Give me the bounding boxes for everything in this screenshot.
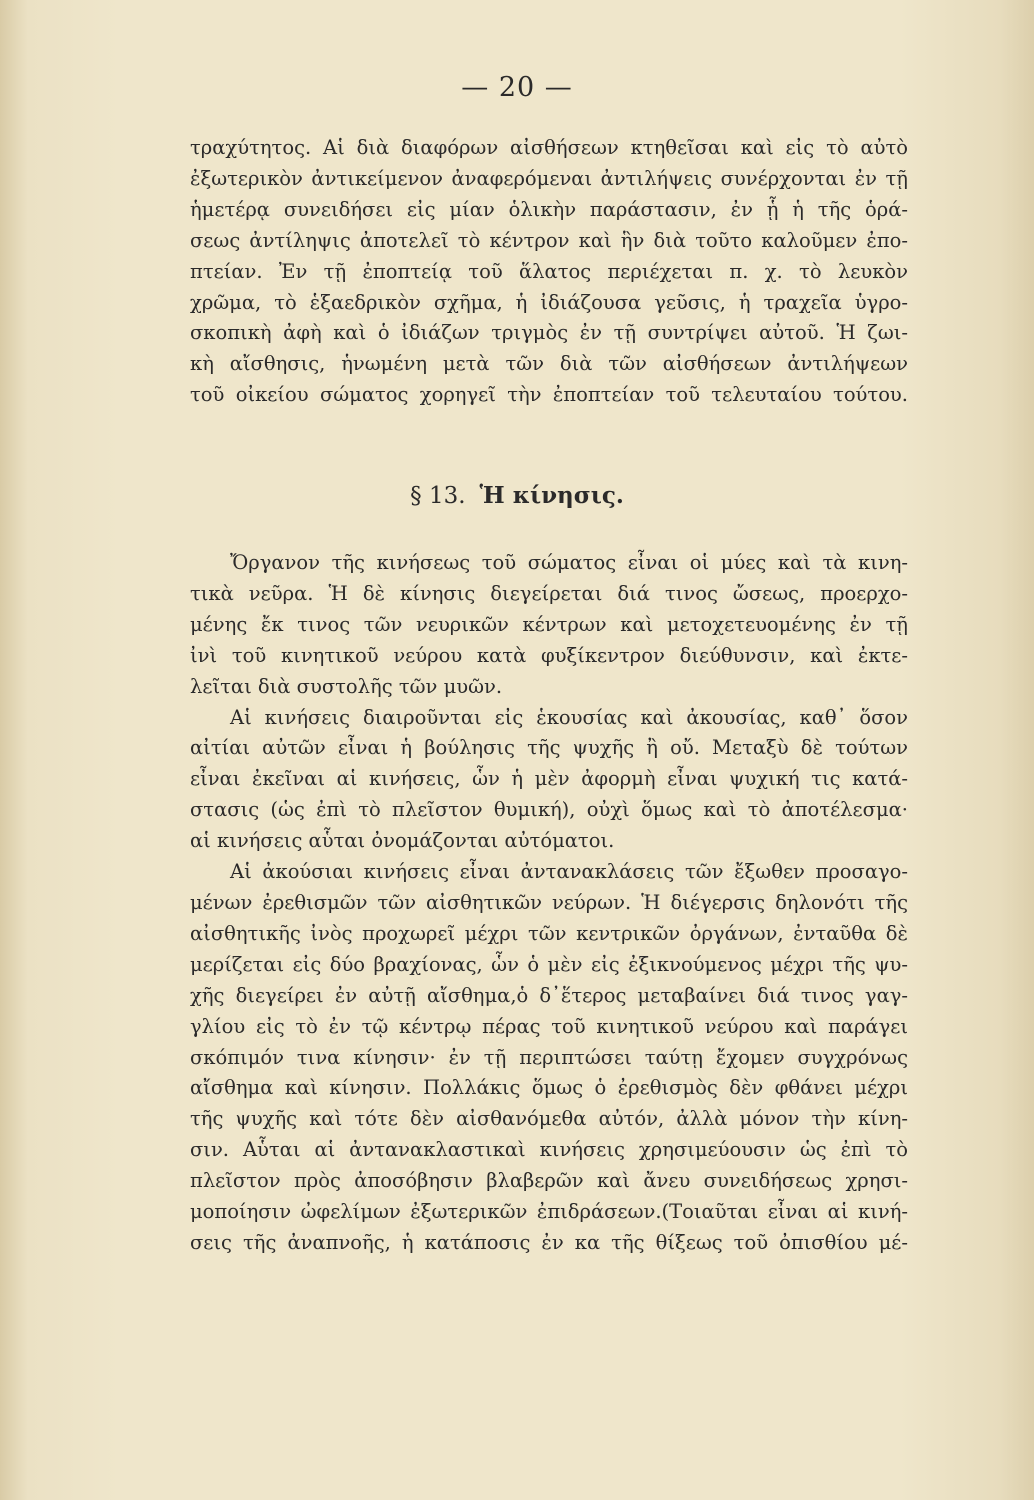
text-line: ἰνὶ τοῦ κινητικοῦ νεύρου κατὰ φυξίκεντρον διεύθυνσιν, καὶ ἐκτε- (190, 643, 908, 667)
text-line: αἰσθητικῆς ἰνὸς προχωρεῖ μέχρι τῶν κεντρικῶν ὀργάνων, ἐνταῦθα δὲ (190, 921, 908, 945)
text-line: σιν. Αὗται αἱ ἀντανακλαστικαὶ κινήσεις χρησιμεύουσιν ὡς ἐπὶ τὸ (190, 1138, 908, 1162)
text-line: ἐξωτερικὸν ἀντικείμενον ἀναφερόμεναι ἀντιλήψεις συνέρχονται ἐν τῇ (190, 166, 908, 190)
text-line: σκοπικὴ ἀφὴ καὶ ὁ ἰδιάζων τριγμὸς ἐν τῇ συντρίψει αὐτοῦ. Ἡ ζωι- (190, 321, 908, 345)
text-line: μένων ἐρεθισμῶν τῶν αἰσθητικῶν νεύρων. Ἡ διέγερσις δηλονότι τῆς (190, 890, 908, 914)
text-line: εἶναι ἐκεῖναι αἱ κινήσεις, ὧν ἡ μὲν ἀφορμὴ εἶναι ψυχική τις κατά- (190, 767, 908, 791)
text-line: αἰτίαι αὐτῶν εἶναι ἡ βούλησις τῆς ψυχῆς ἢ οὔ. Μεταξὺ δὲ τούτων (190, 736, 908, 760)
text-line: σκόπιμόν τινα κίνησιν· ἐν τῇ περιπτώσει ταύτῃ ἔχομεν συγχρόνως (190, 1045, 908, 1069)
text-line: σεως ἀντίληψις ἀποτελεῖ τὸ κέντρον καὶ ἣν διὰ τοῦτο καλοῦμεν ἐπο- (190, 228, 908, 252)
paragraph-2 (190, 548, 908, 1259)
text-line: τραχύτητος. Αἱ διὰ διαφόρων αἰσθήσεων κτηθεῖσαι καὶ εἰς τὸ αὐτὸ (190, 136, 908, 159)
text-line: πτείαν. Ἐν τῇ ἐποπτείᾳ τοῦ ἅλατος περιέχεται π. χ. τὸ λευκὸν (190, 259, 908, 283)
text-line: τικὰ νεῦρα. Ἡ δὲ κίνησις διεγείρεται διά τινος ὤσεως, προερχο- (190, 581, 908, 605)
section-number: § 13. (410, 483, 466, 509)
page-number: — 20 — (461, 72, 573, 103)
text-line: πλεῖστον πρὸς ἀποσόβησιν βλαβερῶν καὶ ἄνευ συνειδήσεως χρησι- (190, 1169, 908, 1193)
section-heading (0, 482, 1034, 509)
text-line: αἱ κινήσεις αὗται ὀνομάζονται αὐτόματοι. (190, 829, 615, 853)
paragraph-1 (190, 133, 908, 411)
text-line: μοποίησιν ὠφελίμων ἐξωτερικῶν ἐπιδράσεων.(Τοιαῦται εἶναι αἱ κινή- (190, 1200, 908, 1224)
text-line: αἴσθημα καὶ κίνησιν. Πολλάκις ὅμως ὁ ἐρεθισμὸς δὲν φθάνει μέχρι (190, 1076, 908, 1100)
text-line: Αἱ κινήσεις διαιροῦνται εἰς ἑκουσίας καὶ ἀκουσίας, καθ᾽ ὅσον (230, 705, 908, 729)
text-line: κὴ αἴσθησις, ἡνωμένη μετὰ τῶν διὰ τῶν αἰσθήσεων ἀντιλήψεων (190, 352, 908, 376)
text-line: χρῶμα, τὸ ἑξαεδρικὸν σχῆμα, ἡ ἰδιάζουσα γεῦσις, ἡ τραχεῖα ὑγρο- (190, 290, 908, 314)
text-line: χῆς διεγείρει ἐν αὐτῇ αἴσθημα,ὁ δ᾽ἕτερος μεταβαίνει διά τινος γαγ- (190, 983, 908, 1007)
text-line: Ὄργανον τῆς κινήσεως τοῦ σώματος εἶναι οἱ μύες καὶ τὰ κινη- (230, 551, 908, 574)
text-line: τῆς ψυχῆς καὶ τότε δὲν αἰσθανόμεθα αὐτόν, ἀλλὰ μόνον τὴν κίνη- (190, 1107, 908, 1131)
text-line: Αἱ ἀκούσιαι κινήσεις εἶναι ἀντανακλάσεις τῶν ἔξωθεν προσαγο- (230, 860, 908, 884)
text-line: στασις (ὡς ἐπὶ τὸ πλεῖστον θυμική), οὐχὶ ὅμως καὶ τὸ ἀποτέλεσμα· (190, 798, 908, 822)
section-title: Ἡ κίνησις. (479, 482, 624, 509)
text-line: σεις τῆς ἀναπνοῆς, ἡ κατάποσις ἐν κα τῆς θίξεως τοῦ ὀπισθίου μέ- (190, 1230, 908, 1254)
text-line: λεῖται διὰ συστολῆς τῶν μυῶν. (190, 674, 503, 698)
text-line: μένης ἔκ τινος τῶν νευρικῶν κέντρων καὶ μετοχετευομένης ἐν τῇ (190, 612, 908, 636)
text-line: μερίζεται εἰς δύο βραχίονας, ὧν ὁ μὲν εἰς ἐξικνούμενος μέχρι τῆς ψυ- (190, 952, 908, 976)
text-line: ἡμετέρᾳ συνειδήσει εἰς μίαν ὁλικὴν παράστασιν, ἐν ᾗ ἡ τῆς ὁρά- (190, 197, 908, 221)
text-line: τοῦ οἰκείου σώματος χορηγεῖ τὴν ἐποπτείαν τοῦ τελευταίου τούτου. (190, 383, 908, 407)
text-line: γλίου εἰς τὸ ἐν τῷ κέντρῳ πέρας τοῦ κινητικοῦ νεύρου καὶ παράγει (190, 1014, 908, 1038)
